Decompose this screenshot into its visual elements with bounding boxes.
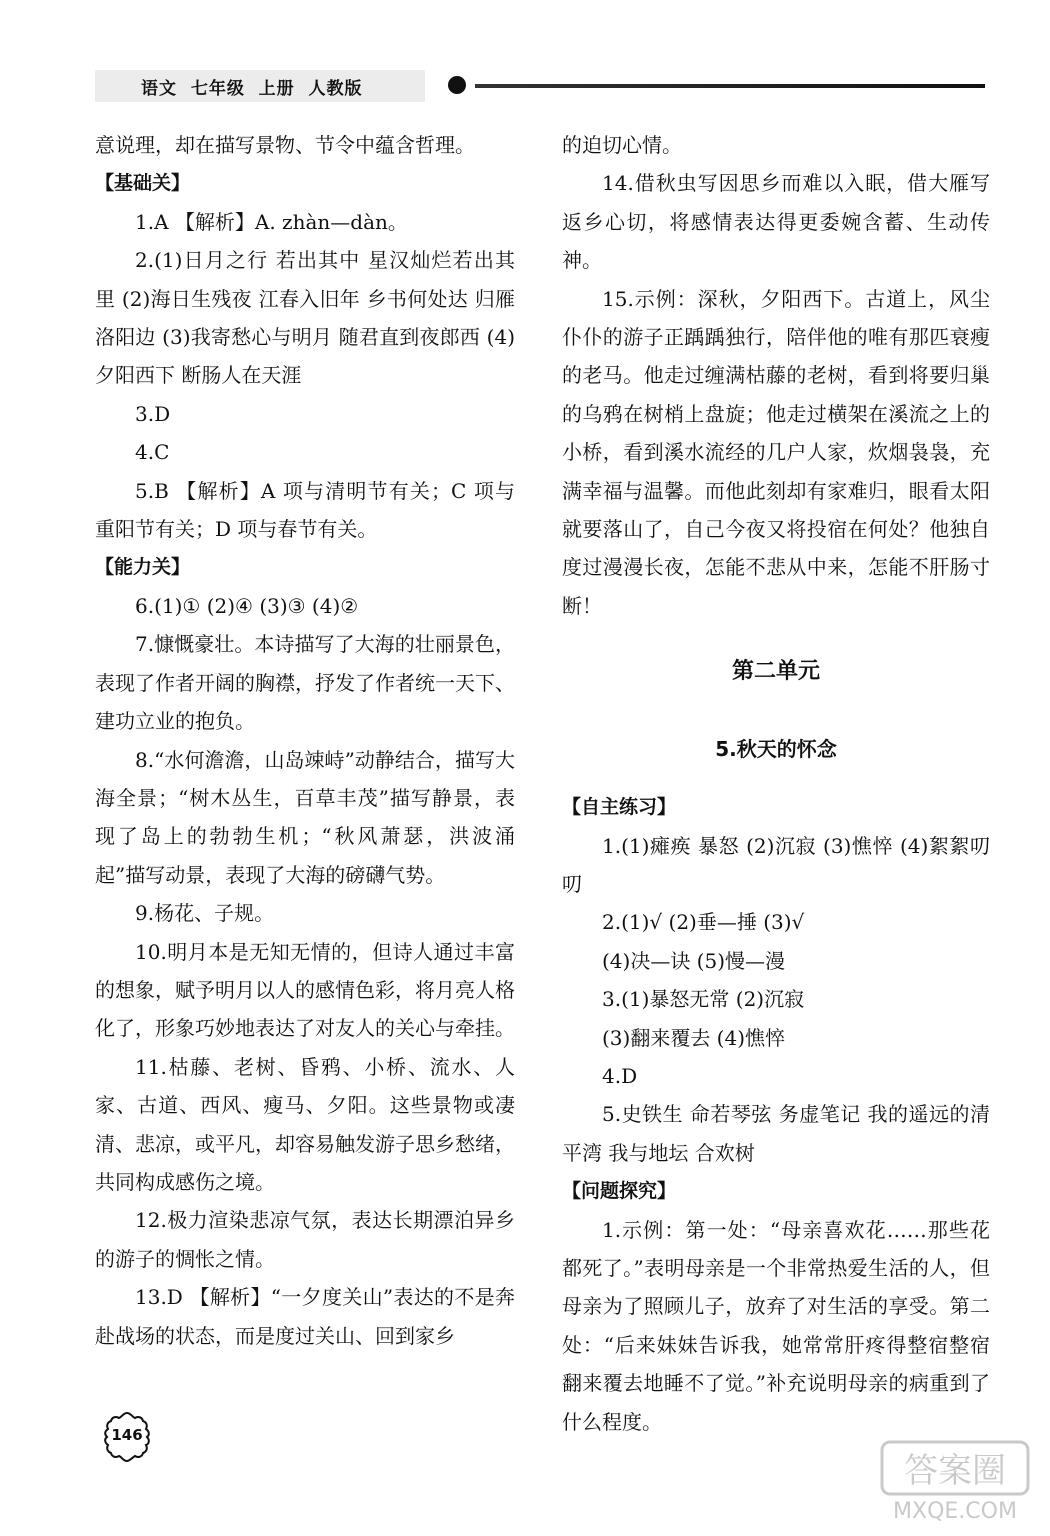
answer-paragraph: 14.借秋虫写因思乡而难以入眠，借大雁写返乡心切，将感情表达得更委婉含蓄、生动传神。 xyxy=(562,171,990,273)
right-column xyxy=(562,126,990,1441)
page-number-badge xyxy=(100,1410,154,1464)
header-rule xyxy=(475,84,985,88)
left-column xyxy=(95,126,515,1355)
section-heading: 【基础关】 xyxy=(95,172,191,195)
unit-title: 第二单元 xyxy=(731,659,820,685)
answer-paragraph: 7.慷慨豪壮。本诗描写了大海的壮丽景色，表现了作者开阔的胸襟，抒发了作者统一天下、建功立业的抱负。 xyxy=(95,632,515,734)
page-header xyxy=(95,70,995,106)
answer-paragraph: 12.极力渲染悲凉气氛，表达长期漂泊异乡的游子的惆怅之情。 xyxy=(95,1208,515,1271)
answer-paragraph: 的迫切心情。 xyxy=(562,133,682,157)
lesson-title: 5.秋天的怀念 xyxy=(715,736,837,761)
answer-paragraph: 9.杨花、子规。 xyxy=(135,901,275,926)
answer-paragraph: 意说理，却在描写景物、节令中蕴含哲理。 xyxy=(95,133,475,157)
answer-paragraph: 5.史铁生 命若琴弦 务虚笔记 我的遥远的清平湾 我与地坛 合欢树 xyxy=(562,1102,990,1165)
answer-paragraph: 4.D xyxy=(602,1063,638,1088)
section-heading: 【能力关】 xyxy=(95,556,191,579)
answer-paragraph: 11.枯藤、老树、昏鸦、小桥、流水、人家、古道、西风、瘦马、夕阳。这些景物或凄清、悲凉，或平凡，却容易触发游子思乡愁绪，共同构成感伤之境。 xyxy=(95,1054,515,1194)
svg-text:MXQE.COM: MXQE.COM xyxy=(893,1499,1017,1524)
answer-paragraph: 15.示例：深秋，夕阳西下。古道上，风尘仆仆的游子正踽踽独行，陪伴他的唯有那匹衰瘦的老马。他走过缠满枯藤的老树，看到将要归巢的乌鸦在树梢上盘旋；他走过横架在溪流之上的小桥，看到溪水流经的几户人家，炊烟袅袅，充满幸福与温馨。而他此刻却有家难归，眼看太阳就要落山了，自己今夜又将投宿在何处？他独自度过漫漫长夜，怎能不悲从中来，怎能不肝肠寸断！ xyxy=(562,286,990,618)
answer-paragraph: 8.“水何澹澹，山岛竦峙”动静结合，描写大海全景；“树木丛生，百草丰茂”描写静景，表现了岛上的勃勃生机；“秋风萧瑟，洪波涌起”描写动景，表现了大海的磅礴气势。 xyxy=(95,747,515,887)
watermark-logo xyxy=(880,1440,1030,1525)
header-text: 语文 七年级 上册 人教版 xyxy=(141,79,363,99)
answer-paragraph: 2.(1)√ (2)垂—捶 (3)√ xyxy=(602,910,805,935)
answer-paragraph: (4)决—诀 (5)慢—漫 xyxy=(602,948,786,973)
answer-paragraph: (3)翻来覆去 (4)憔悴 xyxy=(602,1025,786,1050)
answer-paragraph: 1.A 【解析】A. zhàn—dàn。 xyxy=(135,209,408,234)
answer-paragraph: 10.明月本是无知无情的，但诗人通过丰富的想象，赋予明月以人的感情色彩，将月亮人格化了，形象巧妙地表达了对友人的关心与牵挂。 xyxy=(95,939,515,1041)
answer-paragraph: 5.B 【解析】A 项与清明节有关；C 项与重阳节有关；D 项与春节有关。 xyxy=(95,478,515,542)
page-number: 146 xyxy=(111,1426,143,1444)
answer-paragraph: 3.(1)暴怒无常 (2)沉寂 xyxy=(602,987,805,1012)
answer-paragraph: 2.(1)日月之行 若出其中 星汉灿烂若出其里 (2)海日生残夜 江春入旧年 乡书何处达 归雁洛阳边 (3)我寄愁心与明月 随君直到夜郎西 (4)夕阳西下 断肠人在天涯 xyxy=(95,248,515,388)
answer-paragraph: 13.D 【解析】“一夕度关山”表达的不是奔赴战场的状态，而是度过关山、回到家乡 xyxy=(95,1285,515,1348)
svg-text:答案圈: 答案圈 xyxy=(904,1451,1006,1491)
section-heading: 【问题探究】 xyxy=(562,1180,677,1203)
answer-paragraph: 1.示例：第一处：“母亲喜欢花……那些花都死了。”表明母亲是一个非常热爱生活的人，但母亲为了照顾儿子，放弃了对生活的享受。第二处：“后来妹妹告诉我，她常常肝疼得整宿整宿翻来覆去地睡不了觉。”补充说明母亲的病重到了什么程度。 xyxy=(562,1217,990,1434)
answer-paragraph: 1.(1)瘫痪 暴怒 (2)沉寂 (3)憔悴 (4)絮絮叨叨 xyxy=(562,833,990,896)
section-heading: 【自主练习】 xyxy=(562,796,677,819)
answer-paragraph: 4.C xyxy=(135,440,170,465)
header-dot-icon xyxy=(448,76,466,94)
answer-paragraph: 6.(1)① (2)④ (3)③ (4)② xyxy=(135,593,359,618)
answer-paragraph: 3.D xyxy=(135,401,171,426)
